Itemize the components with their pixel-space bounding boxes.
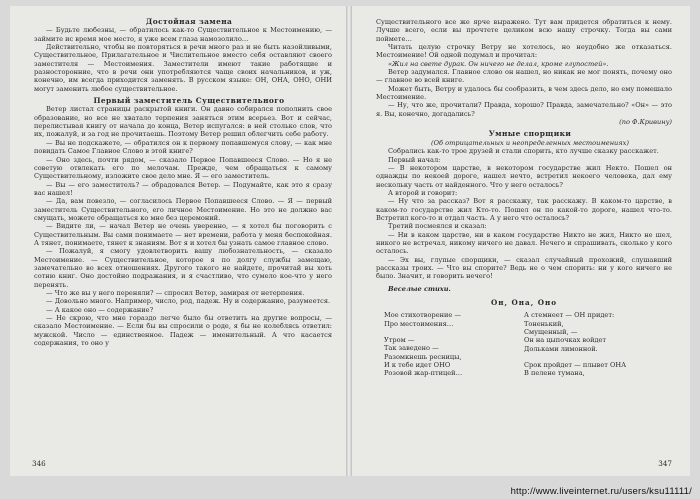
poem-line: Тоненький, — [524, 319, 564, 328]
page-number-right: 347 — [658, 459, 672, 468]
poem-left-stanza — [384, 311, 524, 377]
poem-line: Мое стихотворение — — [384, 311, 461, 320]
heading-smart-debaters: Умные спорщики — [488, 129, 572, 139]
poem-title: Он, Она, Оно — [490, 298, 558, 307]
poem-line: В пелене тумана, — [524, 369, 585, 378]
paragraph: — Ну, что же, прочитали? Правда, хорошо? Правда, замечательно? «Он» — это я. Вы, конечно, догадались? — [376, 101, 672, 118]
paragraph: — Что же вы у него переняли? — спросил Ветер, замирая от нетерпения. — [46, 289, 305, 297]
paragraph: А второй и говорит: — [388, 188, 458, 197]
heading-replacement: Достойная замена — [145, 17, 233, 26]
poem-line: Срок пройдет — плывет ОНА — [524, 361, 627, 370]
paragraph: — Будьте любезны, — обратилось как-то Существительное к Местоимению, — займите ис время мое место, я уже всем глаза намозолило… — [34, 26, 332, 43]
poem-right-stanza — [524, 311, 674, 377]
paragraph: — Оно здесь, почти рядом, — сказало Первое Попавшееся Слово. — Но я не советую отвлекать его по мелочам. Прежде, чем обращаться к самому Существительному, изложите свое дело мне. Я — его заместитель. — [34, 155, 332, 181]
poem-line: Дольками лимонной. — [524, 344, 598, 353]
paragraph: — Ни в каком царстве, ни в каком государстве Никто не жил, Никто не шел, никого не встречал, никому ничего не давал. Нечего и спрашивать, сколько у кого осталось. — [376, 230, 672, 256]
poem-line: Смущенный, — — [524, 328, 578, 337]
right-column — [376, 18, 672, 401]
poem-line: Так заведено — — [384, 344, 439, 353]
paragraph: — Видите ли, — начал Ветер не очень уверенно, — я хотел бы поговорить с Существительным. Вы сами понимаете — нет времени, работа у меня беспокойная. А тянет, понимаете, тянет к знаниям. Вот я и хотел бы узнать самое главное слово. — [34, 222, 332, 247]
paragraph: — Довольно много. Например, число, род, падеж. Ну и содержание, разумеется. — [46, 297, 331, 306]
attribution: (по Ф.Кривину) — [619, 118, 672, 127]
paragraph: Собрались как-то трое друзей и стали спорить, кто лучше сказку расскажет. — [388, 147, 659, 156]
paragraph: — Не скрою, что мне гораздо легче было бы ответить на другие вопросы, — сказало Местоимение. — Если бы вы спросили о роде, я бы не колеблясь ответил: мужской. Число — единственное. Падеж — именительный. А что касается содержания, то оно у — [34, 314, 332, 348]
paragraph: Может быть, Ветру и удалось бы сообразить, в чем здесь дело, но ему помешало Местоимение. — [376, 84, 672, 102]
quote: «Жил на свете дурак. Он ничего не делал, кроме глупостей». — [388, 59, 609, 68]
paragraph: — Эх вы, глупые спорщики, — сказал случайный прохожий, слушавший рассказы троих. — Что вы спорите? Ведь не о чем спорить: ни у кого ничего не было. Значит, и говорить нечего! — [376, 255, 672, 281]
paragraph: — Вы не подскажете, — обратился он к первому попавшемуся слову, — как мне повидать Самое Главное Слово в этой книге? — [34, 138, 332, 156]
poem — [376, 311, 672, 401]
paragraph: — В некотором царстве, в некотором государстве жил Некто. Пошел он однажды по некоей дороге, нашел нечто, встретил некоего человека, дал ему нескольку часть от найденного. Что у него осталось? — [376, 163, 672, 189]
poem-line: А стемнеет — ОН придет: — [524, 311, 615, 320]
paragraph: — Пожалуй, я смогу удовлетворить вашу любознательность, — сказало Местоимение. — Существительное, которое я по долгу службы замещаю, замечательно во всех отношениях. Другого такого не найдете, прочитай вы хоть сотню книг. Оно достойно подражания, и я счастливо, что сумело кое-что у него перенять. — [34, 247, 332, 289]
paragraph: Третий посмеялся и сказал: — [388, 222, 487, 231]
poem-line: Разомкнешь ресницы, — [384, 352, 462, 361]
paragraph: — Да, вам повезло, — согласилось Первое Попавшееся Слово. — Я — первый заместитель Существительного, его личное Местоимение. Но это не должно вас смущать, можете обращаться ко мне без церемоний. — [34, 197, 332, 222]
paragraph: Ветер листал страницы раскрытой книги. Он давно собирался пополнить свое образование, но все не хватало терпения заняться этим всерьез. Вот и сейчас, перелистывая книгу от начала до конца, Ветер испугался: в ней столько слов, что их, пожалуй, и за год не прочитаешь. Поэтому Ветер решил облегчить себе работу. — [34, 105, 332, 139]
poem-line: Он на цыпочках войдет — [524, 336, 607, 345]
paragraph: Действительно, чтобы не повторяться в речи много раз и не быть назойливыми, Существительное, Прилагательное и Числительное вместо себя оставляют своего заместителя — Местоимения. Заместители имеют такие работящие и разносторонние, что в речи они употребляются чаще своих начальников, и уж, конечно, им всегда приходится заменять. В русском языке: ОН, ОНА, ОНО, ОНИ могут заменить любое существительное. — [34, 43, 332, 93]
poem-line: Про местоимения… — [384, 319, 454, 328]
paragraph: — Вы — его заместитель? — обрадовался Ветер. — Подумайте, как это я сразу вас нашел! — [34, 180, 332, 197]
paragraph: Первый начал: — [388, 155, 441, 164]
paragraph: Существительного все же ярче выражено. Тут вам придется обратиться к нему. Лучше всего, если вы прочтете целиком всю нашу строчку. Тогда вы сами поймете… — [376, 18, 672, 43]
left-column — [34, 18, 332, 347]
poem-line: Розовой жар-птицей… — [384, 369, 463, 378]
fun-poems-label: Веселые стихи. — [388, 284, 451, 293]
watermark-url: http://www.liveinternet.ru/users/ksu11111/ — [510, 486, 692, 497]
paragraph: — Ну что за рассказ? Вот я расскажу, так расскажу. В каком-то царстве, в каком-то государстве жил Кто-то. Пошел он по какой-то дороге, нашел что-то. Встретил кого-то и отдал часть. А у него что осталось? — [376, 197, 672, 222]
page-number-left: 346 — [32, 459, 46, 468]
heading-first-deputy: Первый заместитель Существительного — [93, 96, 285, 106]
poem-line: И к тебе идет ОНО — [384, 361, 451, 370]
right-page — [352, 6, 690, 476]
subheading: (Об отрицательных и неопределенных местоимениях) — [431, 138, 629, 147]
paragraph: Ветер задумался. Главное слово он нашел, но никак не мог понять, почему оно — главное во всей книге. — [376, 68, 672, 85]
paragraph: Читать целую строчку Ветру не хотелось, но неудобно же отказаться. Местоимение! Ой одной подумал и прочитал: — [376, 43, 672, 60]
poem-line: Утром — — [384, 336, 415, 345]
left-page — [10, 6, 346, 476]
paragraph: — А какое оно — содержание? — [46, 305, 154, 314]
